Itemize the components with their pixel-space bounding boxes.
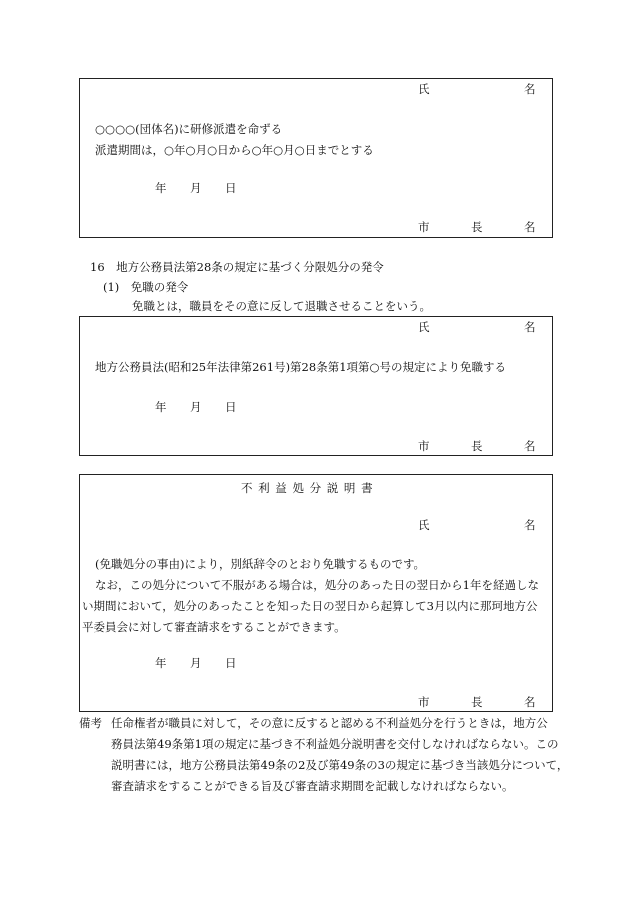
dismissal-text: 地方公務員法(昭和25年法律第261号)第28条第1項第○号の規定により免職する	[95, 360, 507, 374]
subsection-heading: (1) 免職の発令	[103, 280, 189, 294]
date-day: 日	[225, 400, 237, 414]
section-heading: 16 地方公務員法第28条の規定に基づく分限処分の発令	[90, 260, 384, 274]
name-label-surname: 氏	[418, 82, 430, 96]
signer-city: 市	[418, 220, 430, 234]
order-box-training	[79, 78, 553, 238]
date-year: 年	[155, 400, 167, 414]
order-text: ○○○○(団体名)に研修派遣を命ずる	[95, 122, 283, 136]
date-month: 月	[190, 181, 202, 195]
date-month: 月	[190, 400, 202, 414]
notice-title: 不 利 益 処 分 説 明 書	[241, 481, 374, 495]
signer-city: 市	[418, 695, 430, 709]
notice-paragraph-2-line-2: い期間において，処分のあったことを知った日の翌日から起算して3月以内に那珂地方公	[82, 599, 538, 613]
note-label: 備考	[79, 716, 102, 730]
date-year: 年	[155, 656, 167, 670]
date-day: 日	[225, 181, 237, 195]
notice-paragraph-1: (免職処分の事由)により，別紙辞令のとおり免職するものです。	[95, 557, 426, 571]
name-label-surname: 氏	[418, 320, 430, 334]
notice-paragraph-2-line-1: なお，この処分について不服がある場合は，処分のあった日の翌日から1年を経過しな	[95, 578, 539, 592]
signer-mayor: 長	[471, 695, 483, 709]
name-label-given: 名	[524, 320, 536, 334]
signer-city: 市	[418, 439, 430, 453]
signer-name: 名	[524, 220, 536, 234]
note-line-3: 説明書には，地方公務員法第49条の2及び第49条の3の規定に基づき当該処分について，	[111, 758, 569, 772]
disadvantage-notice-box	[79, 474, 553, 712]
name-label-surname: 氏	[418, 518, 430, 532]
signer-name: 名	[524, 695, 536, 709]
notice-paragraph-2-line-3: 平委員会に対して審査請求をすることができます。	[82, 620, 346, 634]
signer-mayor: 長	[471, 220, 483, 234]
note-line-2: 務員法第49条第1項の規定に基づき不利益処分説明書を交付しなければならない。この	[111, 737, 559, 751]
order-box-dismissal	[79, 316, 553, 456]
period-text: 派遣期間は，○年○月○日から○年○月○日までとする	[95, 143, 374, 157]
date-year: 年	[155, 181, 167, 195]
date-month: 月	[190, 656, 202, 670]
note-line-4: 審査請求をすることができる旨及び審査請求期間を記載しなければならない。	[111, 779, 514, 793]
signer-name: 名	[524, 439, 536, 453]
name-label-given: 名	[524, 518, 536, 532]
name-label-given: 名	[524, 82, 536, 96]
note-line-1: 任命権者が職員に対して，その意に反すると認める不利益処分を行うときは，地方公	[111, 716, 548, 730]
subsection-description: 免職とは，職員をその意に反して退職させることをいう。	[132, 299, 431, 313]
date-day: 日	[225, 656, 237, 670]
signer-mayor: 長	[471, 439, 483, 453]
